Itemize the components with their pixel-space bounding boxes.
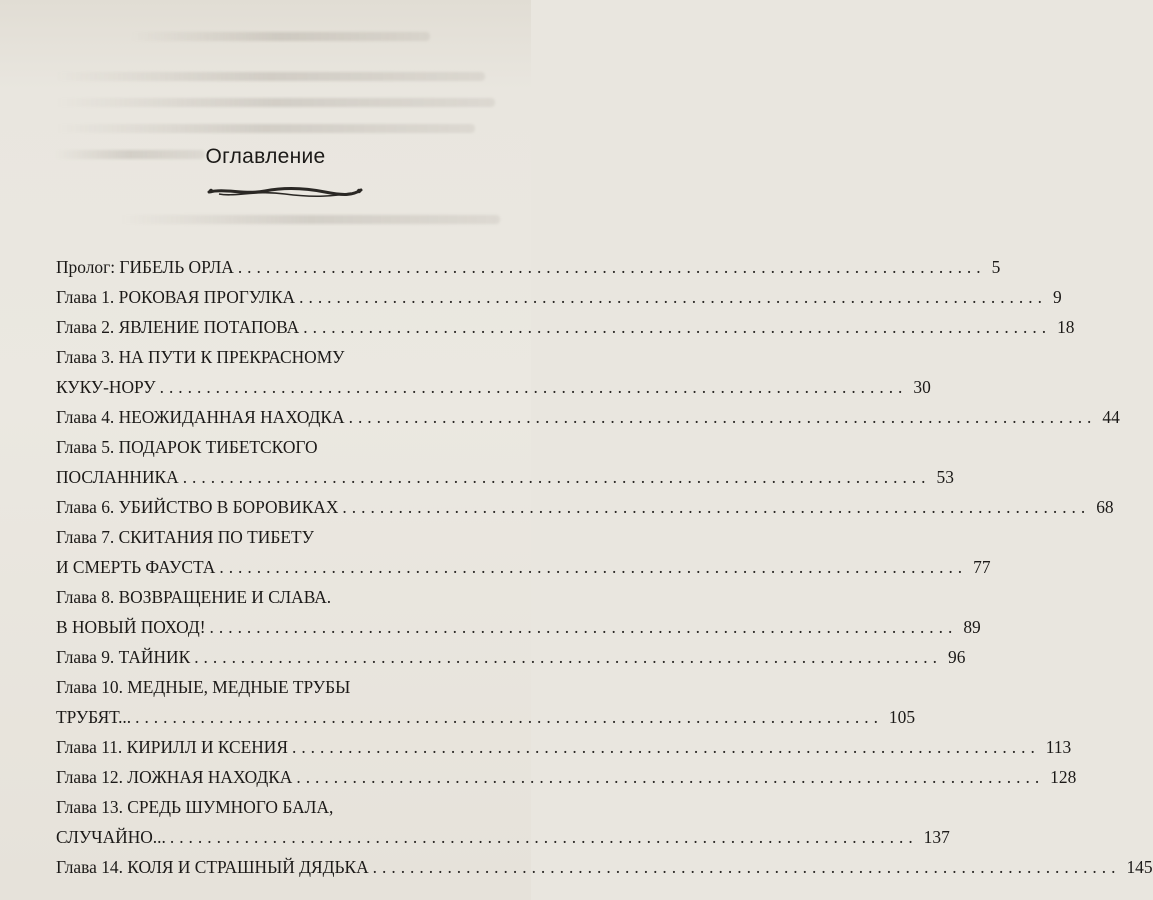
toc-entry[interactable] [56,582,981,642]
toc-entry[interactable] [56,732,1072,762]
toc-page-number: 30 [913,377,931,397]
page-title: Оглавление [205,145,326,168]
toc-entry-line [56,282,1062,312]
toc-entry-line [56,312,1075,342]
toc-entry-line [56,702,916,732]
toc-entry-line [56,612,981,642]
dot-leader: ................................................................................ [169,827,918,847]
toc-entry-title: Глава 1. РОКОВАЯ ПРОГУЛКА [56,287,296,307]
toc-entry-title: И СМЕРТЬ ФАУСТА [56,557,216,577]
toc-page-number: 105 [888,707,916,727]
toc-entry[interactable] [56,402,1120,432]
dot-leader: ................................................................................ [296,767,1045,787]
title-ornament [205,180,365,202]
toc-entry[interactable] [56,312,1075,342]
toc-entry[interactable] [56,642,966,672]
toc-entry[interactable] [56,522,991,582]
dot-leader: ................................................................................ [342,497,1091,517]
toc-entry-line [56,732,1072,762]
toc-entry-title: Глава 6. УБИЙСТВО В БОРОВИКАХ [56,497,339,517]
toc-entry-line [56,252,1001,282]
toc-entry-title: ПОСЛАННИКА [56,467,179,487]
toc-entry-line [56,492,1114,522]
toc-entry-title: Глава 9. ТАЙНИК [56,647,191,667]
toc-entry[interactable] [56,792,950,852]
dot-leader: ................................................................................ [194,647,942,667]
toc-entry-title: Глава 7. СКИТАНИЯ ПО ТИБЕТУ [56,527,314,547]
toc-entry-title: Глава 12. ЛОЖНАЯ НАХОДКА [56,767,293,787]
toc-entry[interactable] [56,762,1077,792]
toc-entry-line [56,462,954,492]
toc-page-number: 53 [936,467,954,487]
toc-entry[interactable] [56,672,916,732]
toc-entry-title: КУКУ-НОРУ [56,377,156,397]
toc-entry-title: Глава 14. КОЛЯ И СТРАШНЫЙ ДЯДЬКА [56,857,369,877]
dot-leader: ................................................................................ [303,317,1052,337]
toc-entry[interactable] [56,342,931,402]
toc-entry-line [56,642,966,672]
toc-entry-line [56,822,950,852]
toc-entry-title: Глава 3. НА ПУТИ К ПРЕКРАСНОМУ [56,347,345,367]
dot-leader: ................................................................................ [372,857,1121,877]
toc-page-number: 89 [963,617,981,637]
toc-page-number: 5 [991,257,1001,277]
toc-entry-line [56,762,1077,792]
dot-leader: ................................................................................ [135,707,883,727]
toc-page-number: 9 [1052,287,1062,307]
toc-entry-title: В НОВЫЙ ПОХОД! [56,617,206,637]
toc-entry-title: СЛУЧАЙНО... [56,827,166,847]
toc-entry-title: Глава 10. МЕДНЫЕ, МЕДНЫЕ ТРУБЫ [56,677,351,697]
dot-leader: ................................................................................ [291,737,1040,757]
toc-page-number: 145 [1126,857,1153,877]
toc-entry-title: ТРУБЯТ... [56,707,132,727]
dot-leader: ................................................................................ [209,617,958,637]
toc-entry-line [56,372,931,402]
toc-entry-line [56,432,516,462]
toc-page-number: 77 [973,557,991,577]
toc-entry[interactable] [56,492,1114,522]
show-through-text [0,0,531,240]
toc-page-number: 68 [1096,497,1114,517]
toc-entry[interactable] [56,282,1062,312]
dot-leader: ................................................................................ [348,407,1097,427]
toc-entry-line [56,672,516,702]
toc-page-number: 44 [1102,407,1120,427]
dot-leader: ................................................................................ [159,377,908,397]
toc-entry[interactable] [56,852,1153,882]
table-of-contents [56,252,1153,882]
toc-entry-title: Глава 13. СРЕДЬ ШУМНОГО БАЛА, [56,797,334,817]
toc-entry-title: Глава 8. ВОЗВРАЩЕНИЕ И СЛАВА. [56,587,332,607]
toc-page-number: 137 [923,827,950,847]
toc-entry[interactable] [56,432,954,492]
toc-entry-title: Глава 2. ЯВЛЕНИЕ ПОТАПОВА [56,317,300,337]
toc-entry-line [56,852,1153,882]
toc-entry-title: Глава 4. НЕОЖИДАННАЯ НАХОДКА [56,407,345,427]
dot-leader: ................................................................................ [237,257,986,277]
toc-entry-line [56,522,516,552]
toc-entry-title: Пролог: ГИБЕЛЬ ОРЛА [56,257,234,277]
toc-entry-line [56,402,1120,432]
toc-entry[interactable] [56,252,1001,282]
dot-leader: ................................................................................ [299,287,1047,307]
dot-leader: ................................................................................ [182,467,931,487]
dot-leader: ................................................................................ [219,557,968,577]
toc-entry-title: Глава 11. КИРИЛЛ И КСЕНИЯ [56,737,288,757]
toc-entry-line [56,342,516,372]
toc-entry-title: Глава 5. ПОДАРОК ТИБЕТСКОГО [56,437,318,457]
toc-entry-line [56,792,516,822]
toc-entry-line [56,582,516,612]
toc-page-number: 128 [1050,767,1077,787]
toc-page-number: 96 [948,647,966,667]
toc-page-number: 18 [1057,317,1075,337]
toc-entry-line [56,552,991,582]
toc-page-number: 113 [1045,737,1072,757]
